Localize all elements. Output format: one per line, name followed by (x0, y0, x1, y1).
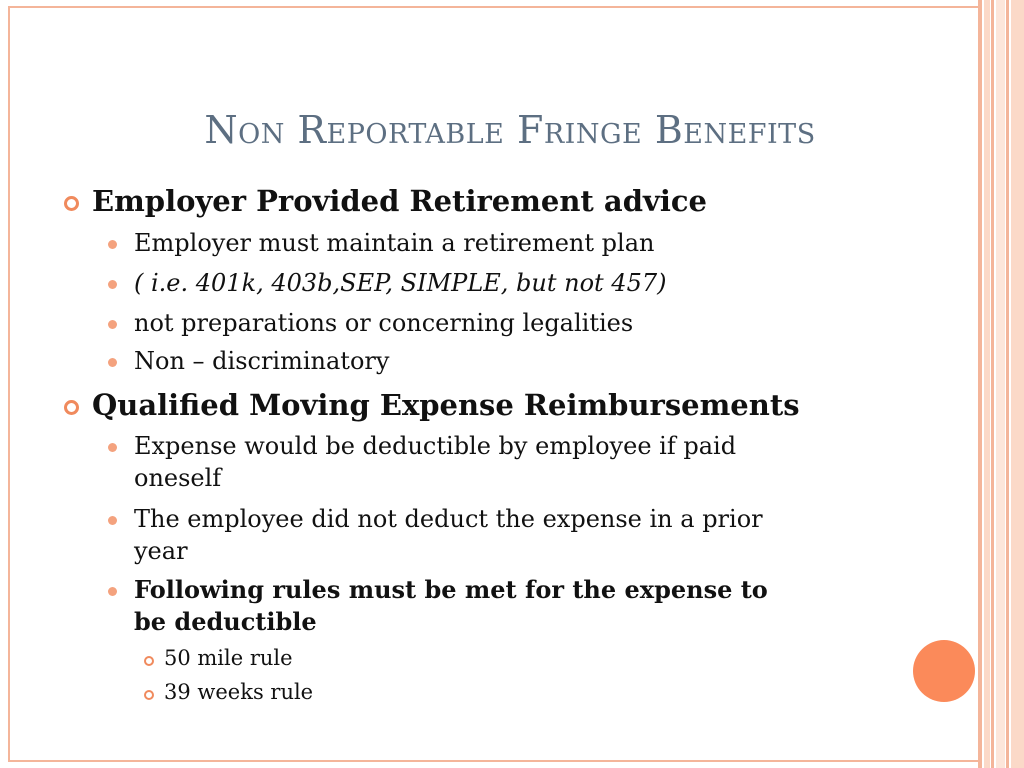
list-item-line: Expense would be deductible by employee if paid (134, 432, 737, 460)
dot-bullet-icon (108, 320, 117, 329)
decor-stripe (996, 0, 1005, 768)
list-item: ( i.e. 401k, 403b,SEP, SIMPLE, but not 457) (134, 269, 667, 297)
orange-circle-decoration (913, 640, 975, 702)
list-item-line: be deductible (134, 607, 317, 636)
dot-bullet-icon (108, 280, 117, 289)
list-item-line: The employee did not deduct the expense in a prior (134, 505, 763, 533)
decor-stripe (1011, 0, 1024, 768)
dot-bullet-icon (108, 240, 117, 249)
sub-list-item: 39 weeks rule (164, 680, 314, 704)
slide-title: Non Reportable Fringe Benefits (204, 108, 816, 152)
frame-left-border (8, 6, 10, 762)
list-item-line: Following rules must be met for the expense to (134, 575, 768, 604)
dot-bullet-icon (108, 443, 117, 452)
sub-list-item: 50 mile rule (164, 646, 293, 670)
frame-bottom-border (8, 760, 980, 762)
decor-stripe (978, 0, 982, 768)
list-item-line: oneself (134, 464, 222, 492)
dot-bullet-icon (108, 516, 117, 525)
section-heading-moving: Qualified Moving Expense Reimbursements (92, 388, 800, 422)
list-item (134, 430, 874, 494)
list-item: Employer must maintain a retirement plan (134, 229, 655, 257)
dot-bullet-icon (108, 587, 117, 596)
decor-stripe (984, 0, 990, 768)
list-item: Non – discriminatory (134, 347, 390, 375)
list-item (134, 574, 874, 638)
list-item: not preparations or concerning legalities (134, 309, 634, 337)
section-heading-retirement: Employer Provided Retirement advice (92, 184, 707, 218)
ring-bullet-icon (144, 656, 154, 666)
ring-bullet-icon (64, 196, 79, 211)
list-item-line: year (134, 537, 188, 565)
decor-stripe (1006, 0, 1009, 768)
frame-top-border (8, 6, 980, 8)
list-item (134, 503, 874, 567)
decor-stripe (991, 0, 994, 768)
ring-bullet-icon (64, 400, 79, 415)
dot-bullet-icon (108, 358, 117, 367)
ring-bullet-icon (144, 690, 154, 700)
